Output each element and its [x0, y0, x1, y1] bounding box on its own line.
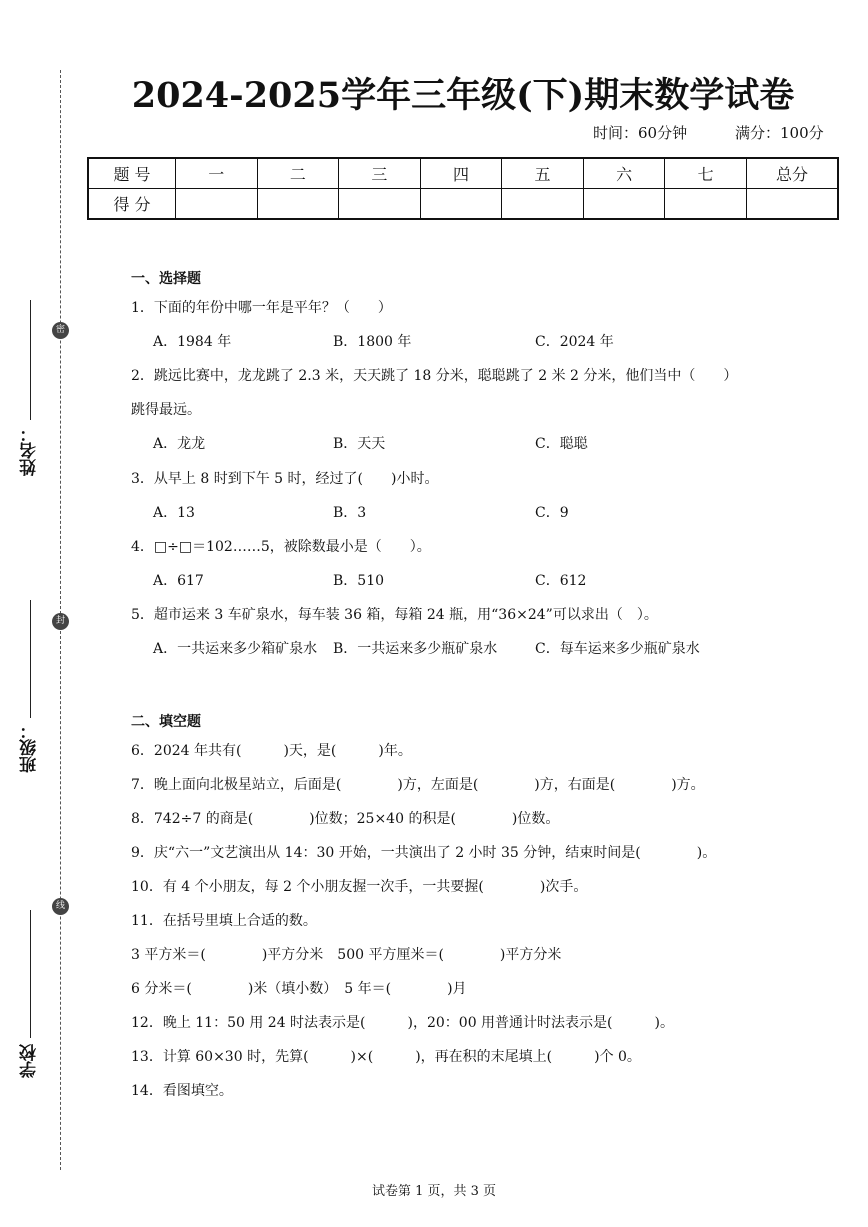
option-b[interactable]: B．1800 年 [333, 334, 412, 350]
question-9: 9．庆“六一”文艺演出从 14：30 开始，一共演出了 2 小时 35 分钟，结束时间是( )。 [131, 845, 717, 861]
score-cell: 三 [339, 158, 421, 189]
option-a[interactable]: A．一共运来多少箱矿泉水 [153, 641, 318, 657]
question-10: 10．有 4 个小朋友，每 2 个小朋友握一次手，一共要握( )次手。 [131, 879, 588, 895]
page-footer: 试卷第 1 页，共 3 页 [371, 1184, 497, 1199]
question-12: 12．晚上 11：50 用 24 时法表示是( )，20：00 用普通计时法表示是( )。 [131, 1015, 674, 1031]
question-11-line-2: 6 分米＝( )米（填小数） 5 年＝( )月 [131, 981, 467, 997]
school-underline [30, 910, 31, 1038]
seal-mi: 密 [52, 322, 69, 339]
option-c[interactable]: C．每车运来多少瓶矿泉水 [535, 641, 700, 657]
question-6: 6．2024 年共有( )天，是( )年。 [131, 743, 412, 759]
score-cell: 七 [665, 158, 747, 189]
question-11-line-1: 3 平方米＝( )平方分米 500 平方厘米＝( )平方分米 [131, 947, 562, 963]
question-3: 3．从早上 8 时到下午 5 时，经过了( )小时。 [131, 471, 439, 487]
score-input-cell[interactable] [502, 189, 584, 220]
score-input-cell[interactable] [339, 189, 421, 220]
score-cell: 六 [583, 158, 665, 189]
option-c[interactable]: C．612 [535, 573, 587, 589]
class-label: 班级： [20, 722, 40, 773]
question-7: 7．晚上面向北极星站立，后面是( )方，左面是( )方，右面是( )方。 [131, 777, 705, 793]
question-11: 11．在括号里填上合适的数。 [131, 913, 317, 929]
score-table [87, 157, 839, 220]
option-a[interactable]: A．13 [153, 505, 195, 521]
question-2: 2．跳远比赛中，龙龙跳了 2.3 米，天天跳了 18 分米，聪聪跳了 2 米 2 分米，他们当中（ ） [131, 368, 738, 384]
option-c[interactable]: C．2024 年 [535, 334, 614, 350]
option-b[interactable]: B．一共运来多少瓶矿泉水 [333, 641, 498, 657]
score-table-header-row [88, 158, 838, 189]
score-table-score-row [88, 189, 838, 220]
school-label: 学校 [20, 1044, 40, 1078]
section-heading-choice: 一、选择题 [131, 271, 201, 287]
name-label: 姓名： [20, 425, 40, 476]
option-b[interactable]: B．3 [333, 505, 367, 521]
question-5: 5．超市运来 3 车矿泉水，每车装 36 箱，每箱 24 瓶，用“36×24”可以求出（ ）。 [131, 607, 658, 623]
exam-time: 时间：60分钟 [593, 124, 688, 142]
score-cell: 五 [502, 158, 584, 189]
question-13: 13．计算 60×30 时，先算( )×( )，再在积的末尾填上( )个 0。 [131, 1049, 641, 1065]
score-input-cell[interactable] [583, 189, 665, 220]
option-a[interactable]: A．龙龙 [153, 436, 206, 452]
option-c[interactable]: C．聪聪 [535, 436, 588, 452]
option-b[interactable]: B．天天 [333, 436, 386, 452]
score-cell: 四 [420, 158, 502, 189]
full-score: 满分：100分 [735, 124, 824, 142]
question-4: 4．□÷□＝102……5，被除数最小是（ ）。 [131, 539, 431, 555]
score-input-cell[interactable] [420, 189, 502, 220]
question-8: 8．742÷7 的商是( )位数；25×40 的积是( )位数。 [131, 811, 560, 827]
section-heading-fill: 二、填空题 [131, 714, 201, 730]
name-underline [30, 300, 31, 420]
question-2-continued: 跳得最远。 [131, 402, 201, 418]
option-a[interactable]: A．1984 年 [153, 334, 232, 350]
score-cell: 二 [257, 158, 339, 189]
seal-xian: 线 [52, 898, 69, 915]
score-cell: 得 分 [88, 189, 176, 220]
score-input-cell[interactable] [665, 189, 747, 220]
option-b[interactable]: B．510 [333, 573, 385, 589]
score-cell: 题 号 [88, 158, 176, 189]
page-title: 2024-2025学年三年级(下)期末数学试卷 [131, 75, 795, 116]
option-a[interactable]: A．617 [153, 573, 204, 589]
score-input-cell[interactable] [176, 189, 258, 220]
score-cell: 一 [176, 158, 258, 189]
question-1: 1．下面的年份中哪一年是平年？（ ） [131, 300, 392, 316]
score-input-cell[interactable] [747, 189, 839, 220]
seal-feng: 封 [52, 613, 69, 630]
class-underline [30, 600, 31, 718]
score-cell: 总分 [747, 158, 839, 189]
score-input-cell[interactable] [257, 189, 339, 220]
question-14: 14．看图填空。 [131, 1083, 233, 1099]
option-c[interactable]: C．9 [535, 505, 569, 521]
